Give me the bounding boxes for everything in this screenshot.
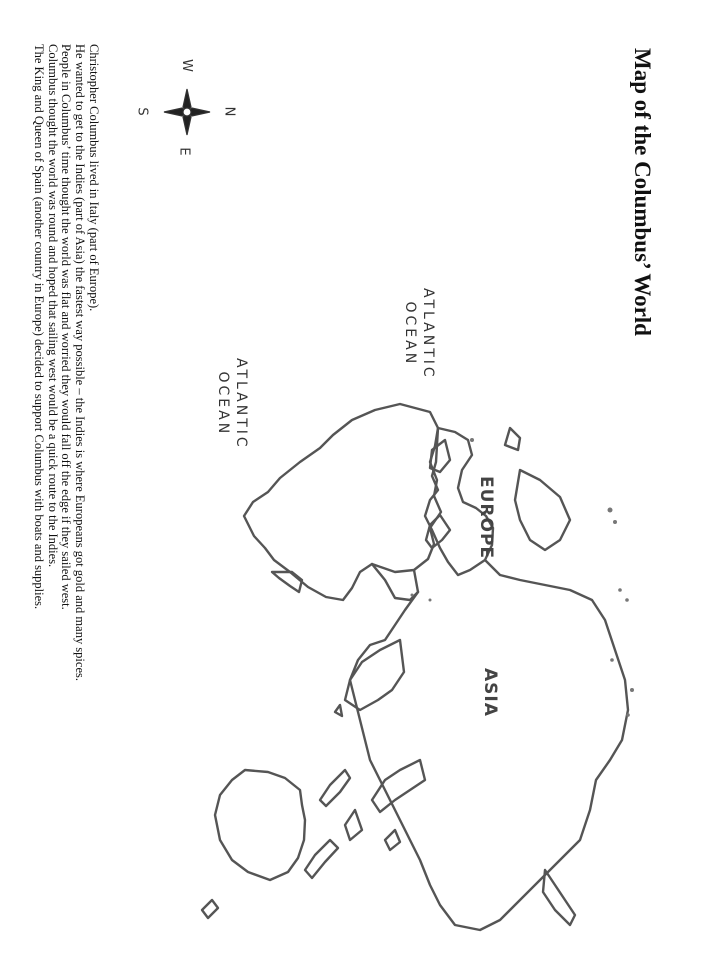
africa-outline bbox=[244, 404, 441, 600]
info-text bbox=[31, 44, 100, 681]
compass-east-label: E bbox=[176, 147, 192, 156]
asia-label: ASIA bbox=[480, 668, 500, 717]
scandinavia-outline bbox=[515, 470, 570, 550]
indochina-outline bbox=[372, 760, 425, 812]
europe-label: EUROPE bbox=[476, 476, 496, 560]
page-title: Map of the Columbus’ World bbox=[630, 48, 655, 336]
paragraph-4: Columbus thought the world was round and hoped that sailing west would be a quick route to the Indies. bbox=[45, 44, 60, 568]
madagascar-outline bbox=[272, 572, 302, 592]
sumatra-outline bbox=[320, 770, 350, 806]
compass-north-label: N bbox=[221, 106, 237, 117]
uk-outline bbox=[505, 428, 520, 450]
paragraph-1: Christopher Columbus lived in Italy (part of Europe). bbox=[87, 44, 101, 312]
atlantic-ocean-label-north: ATLANTIC OCEAN bbox=[402, 288, 436, 380]
compass-rose bbox=[164, 89, 210, 135]
paragraph-3: People in Columbus’ time thought the world was flat and worried they would fall off the edge if they sailed west. bbox=[59, 44, 74, 610]
philippines-outline bbox=[385, 830, 400, 850]
japan-outline bbox=[543, 870, 575, 925]
australia-outline bbox=[215, 770, 305, 880]
srilanka-outline bbox=[335, 705, 342, 716]
borneo-outline bbox=[345, 810, 362, 840]
italy-outline bbox=[426, 515, 450, 548]
compass-west-label: W bbox=[178, 59, 194, 72]
paragraph-2: He wanted to get to the Indies (part of Asia) the fastest way possible – the Indies is where Europeans got gold and many spices. bbox=[73, 44, 88, 681]
compass-south-label: S bbox=[134, 107, 150, 116]
newguinea-outline bbox=[305, 840, 338, 878]
newzealand-outline bbox=[202, 900, 218, 918]
map-dots bbox=[411, 438, 635, 717]
atlantic-ocean-label-south: ATLANTIC OCEAN bbox=[215, 358, 249, 450]
asia-outline bbox=[350, 560, 628, 930]
paragraph-5: The King and Queen of Spain (another country in Europe) decided to support Columbus with boats and supplies. bbox=[31, 44, 46, 610]
